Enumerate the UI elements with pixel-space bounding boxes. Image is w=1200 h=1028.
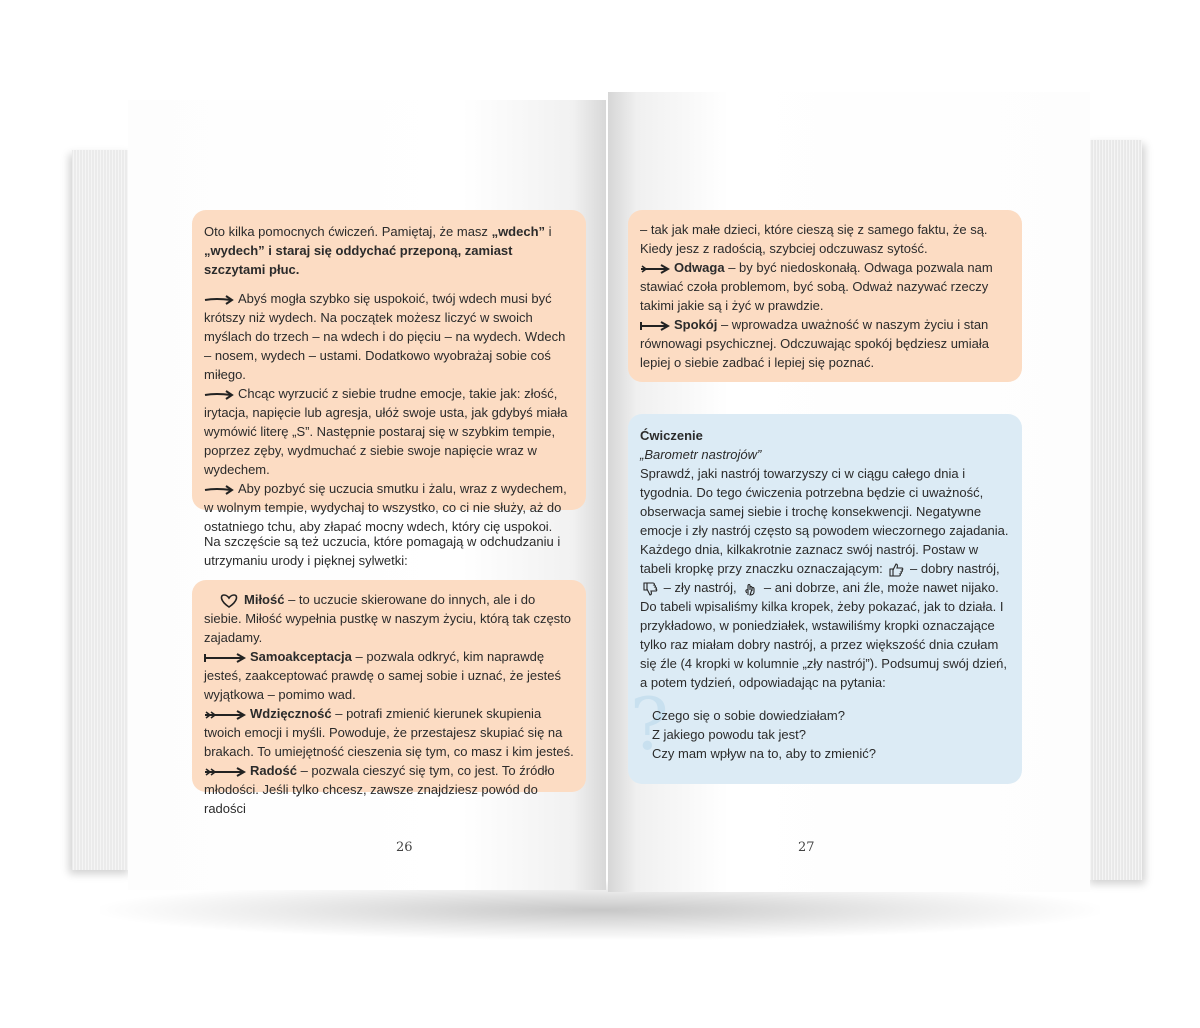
arrow-icon (204, 390, 234, 400)
right-page (608, 92, 1090, 892)
arrow-icon (640, 321, 670, 331)
feeling-item: Wdzięczność – potrafi zmienić kierunek skupienia twoich emocji i myśli. Powoduje, że przestajesz skupiać się na brakach. To umiejętność cieszenia się tym, co masz i kim jesteś. (204, 706, 574, 759)
intro-paragraph: Oto kilka pomocnych ćwiczeń. Pamiętaj, że masz „wdech” i „wydech” i staraj się oddychać przeponą, zamiast szczytami płuc. (204, 224, 552, 277)
exercise-paragraph-2: Każdego dnia, kilkakrotnie zaznacz swój nastrój. Postaw w tabeli kropkę przy znaczku oznaczającym: – dobry nastrój, – zły nastrój, – ani dobrze, ani źle, może nawet nijako. Do tabeli wpisaliśmy kilka kropek, żeby pokazać, jak to działa. I przykładowo, w poniedziałek, wstawiliśmy kropki oznaczające tylko raz miałam dobry nastrój, a przez większość dnia czułam się źle (4 kropki w kolumnie „zły nastrój”). Podsumuj swój dzień, a potem tydzień, odpowiadając na pytania: (640, 542, 1008, 690)
feeling-item: Radość – pozwala cieszyć się tym, co jest. To źródło młodości. Jeśli tylko chcesz, zawsze znajdziesz powód do radości (204, 763, 555, 816)
arrow-icon (204, 295, 234, 305)
arrow-icon (204, 767, 246, 777)
breathing-exercises-box (192, 210, 586, 534)
breathing-text (204, 222, 574, 536)
arrow-icon (204, 710, 246, 720)
arrow-icon (640, 264, 670, 274)
breathing-item-3: Aby pozbyć się uczucia smutku i żalu, wraz z wydechem, w wolnym tempie, wydychaj to wszystko, co ci nie służy, aż do ostatniego tchu, aby złapać mocny wdech, który cię uspokoi. (204, 481, 567, 534)
book-edge-left (72, 150, 132, 870)
middle-paragraph: Na szczęście są też uczucia, które pomagają w odchudzaniu i utrzymaniu urody i pięknej sylwetki: (204, 534, 561, 568)
feelings-list (204, 590, 574, 818)
exercise-subtitle: „Barometr nastrojów” (640, 447, 762, 462)
exercise-paragraph-1: Sprawdź, jaki nastrój towarzyszy ci w ciągu całego dnia i tygodnia. Do tego ćwiczenia potrzebna będzie ci uważność, obserwacja samej siebie i trochę konsekwencji. Negatywne emocje i zły nastrój często są powodem wieczornego zajadania. (640, 466, 1009, 538)
feelings-box (192, 580, 586, 816)
feeling-item: Odwaga – by być niedoskonałą. Odwaga pozwala nam stawiać czoła problemom, być sobą. Odważ nazywać rzeczy takimi jakie są i żyć w prawdzie. (640, 260, 993, 313)
feeling-item: Spokój – wprowadza uważność w naszym życiu i stan równowagi psychicznej. Odczuwając spokój będziesz umiała lepiej o siebie zadbać i lepiej się poznać. (640, 317, 990, 370)
left-page (128, 100, 606, 890)
exercise-box (628, 414, 1022, 784)
arrow-icon (204, 485, 234, 495)
book-edge-right (1086, 140, 1142, 880)
question-item: Z jakiego powodu tak jest? (652, 727, 806, 742)
arrow-icon (204, 653, 246, 663)
exercise-text (640, 426, 1010, 763)
page-number: 27 (798, 840, 815, 855)
feeling-item: Miłość – to uczucie skierowane do innych, ale i do siebie. Miłość wypełnia pustkę w naszym życiu, którą tak często zajadamy. (204, 592, 572, 645)
feeling-item: Samoakceptacja – pozwala odkryć, kim naprawdę jesteś, zaakceptować prawdę o samej sobie i uznać, że jesteś wyjątkowa – pomimo wad. (204, 649, 561, 702)
feelings-continued-box (628, 210, 1022, 382)
question-item: Czy mam wpływ na to, aby to zmienić? (652, 746, 876, 761)
question-list (640, 706, 1010, 763)
heart-icon (218, 593, 240, 609)
question-item: Czego się o sobie dowiedziałam? (652, 708, 845, 723)
hand-neutral-icon (742, 582, 758, 596)
question-mark-icon: ? (630, 682, 669, 766)
breathing-item-2: Chcąc wyrzucić z siebie trudne emocje, takie jak: złość, irytacja, napięcie lub agresja, ułóż swoje usta, jak gdybyś miała wymówić literę „S”. Następnie postaraj się w szybkim tempie, poprzez zęby, wydmuchać z siebie swoje napięcie wraz w wydechem. (204, 386, 568, 477)
feelings-continued-text (640, 220, 1010, 372)
thumbs-down-icon (642, 582, 658, 596)
thumbs-up-icon (888, 563, 904, 577)
continued-paragraph: – tak jak małe dzieci, które cieszą się z samego faktu, że są. Kiedy jesz z radością, szybciej odczuwasz sytość. (640, 222, 988, 256)
exercise-heading: Ćwiczenie (640, 428, 703, 443)
breathing-item-1: Abyś mogła szybko się uspokoić, twój wdech musi być krótszy niż wydech. Na początek możesz liczyć w swoich myślach do trzech – na wdech i do pięciu – na wydech. Wdech – nosem, wydech – ustami. Dodatkowo wyobrażaj sobie coś miłego. (204, 291, 566, 382)
page-number: 26 (396, 840, 413, 855)
